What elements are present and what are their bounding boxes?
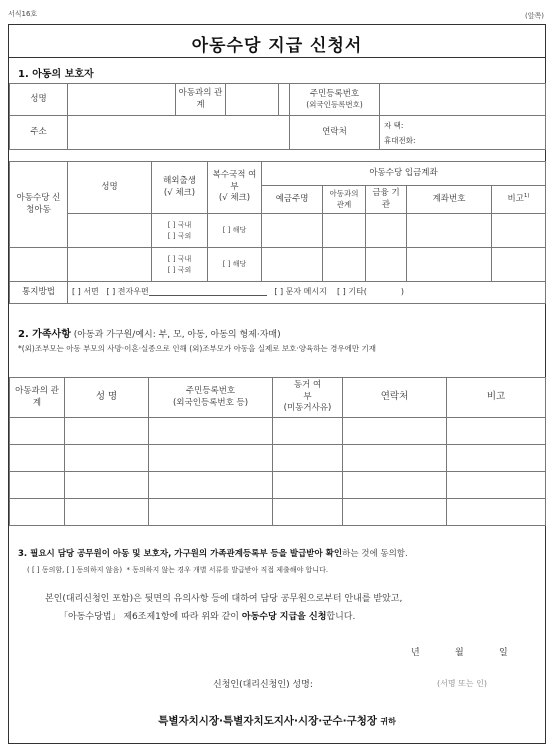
cell[interactable] [343, 445, 447, 472]
table-row [10, 472, 546, 499]
contact-field[interactable] [380, 116, 546, 150]
cell[interactable] [343, 418, 447, 445]
cell[interactable] [149, 445, 273, 472]
declaration-text: 「아동수당법」 제6조제1항에 따라 위와 같이 [59, 612, 242, 622]
holder-header: 예금주명 [262, 186, 323, 214]
cell[interactable] [273, 445, 343, 472]
date-year: 년 [411, 648, 420, 658]
agree-checkboxes[interactable]: ( [ ] 동의함, [ ] 동의하지 않음) [27, 566, 123, 574]
signature-field[interactable]: (서명 또는 인) [437, 679, 487, 688]
declaration-line-2 [59, 609, 355, 622]
cell[interactable] [10, 499, 65, 526]
child-1-account-field[interactable] [407, 214, 492, 248]
consent-text-end: 하는 것에 동의함. [342, 549, 408, 559]
guardian-name-label: 성명 [10, 84, 68, 116]
cell[interactable] [447, 472, 546, 499]
declaration-bold: 아동수당 지급을 신청 [241, 612, 327, 622]
agree-note: * 동의하지 않는 경우 개별 서류를 발급받아 직접 제출해야 합니다. [126, 566, 329, 574]
section-2-title: 2. 가족사항 [18, 329, 71, 340]
guardian-relation-label: 아동과의 관계 [176, 84, 226, 116]
child-2-overseas-check[interactable] [152, 248, 208, 282]
account-no-header: 계좌번호 [407, 186, 492, 214]
dual-header [208, 162, 262, 214]
cell[interactable] [65, 472, 149, 499]
table-row [10, 445, 546, 472]
col-living [273, 378, 343, 418]
col-rrn-sub-label: (외국인등록번호 등) [172, 397, 249, 408]
spacer-cell [279, 84, 290, 116]
cell[interactable] [65, 499, 149, 526]
guardian-relation-field[interactable] [226, 84, 279, 116]
consent-options [27, 565, 328, 575]
account-header: 아동수당 입금계좌 [262, 162, 546, 186]
child-table [9, 161, 546, 304]
consent-text-bold: 담당 공무원이 아동 및 보호자, 가구원의 가족관계등록부 등을 발급받아 확인 [57, 549, 343, 559]
guardian-rrn-label [290, 84, 380, 116]
table-row [10, 418, 546, 445]
child-1-bank-field[interactable] [366, 214, 407, 248]
section-3-number: 3. 필요시 [18, 549, 58, 559]
contact-label: 연락처 [290, 116, 380, 150]
section-2-heading [18, 325, 281, 340]
child-2-remark-field[interactable] [492, 248, 546, 282]
acc-relation-label: 아동과의 관계 [329, 189, 359, 209]
form-title: 아동수당 지급 신청서 [191, 36, 363, 56]
form-number: 서식16호 [8, 10, 38, 18]
cell[interactable] [343, 499, 447, 526]
col-contact: 연락처 [343, 378, 447, 418]
section-1-heading: 1. 아동의 보호자 [18, 69, 94, 80]
address-field[interactable] [68, 116, 290, 150]
declaration-end: 합니다. [326, 612, 356, 622]
dual-sub-label: (√ 체크) [218, 193, 251, 204]
cell[interactable] [149, 499, 273, 526]
rrn-sub-label: (외국인등록번호) [306, 100, 363, 110]
mobile-phone-label: 휴대전화: [384, 135, 416, 145]
overseas-header [152, 162, 208, 214]
guardian-name-field[interactable] [68, 84, 176, 116]
section-2-note: *(외)조부모는 아동 부모의 사망·이혼·실종으로 인해 (외)조부모가 아동을 실제로 보호·양육하는 경우에만 기재 [18, 344, 376, 353]
remark-label: 비고 [507, 194, 524, 205]
cell[interactable] [10, 445, 65, 472]
title-divider [9, 57, 545, 58]
remark-footnote: 1) [523, 193, 530, 200]
col-living-label: 동거 여부 [293, 380, 322, 402]
cell[interactable] [10, 472, 65, 499]
guardian-rrn-field[interactable] [380, 84, 546, 116]
cell[interactable] [447, 418, 546, 445]
child-2-bank-field[interactable] [366, 248, 407, 282]
addressee [9, 713, 545, 728]
overseas-sub-label: (√ 체크) [163, 187, 196, 198]
child-2-name-field[interactable] [68, 248, 152, 282]
cell[interactable] [65, 445, 149, 472]
cell[interactable] [273, 499, 343, 526]
guardian-table [9, 83, 546, 150]
child-1-overseas-check[interactable] [152, 214, 208, 248]
bank-label: 금융 기관 [372, 188, 400, 210]
abroad-option[interactable]: [ ] 국외 [167, 265, 192, 274]
col-name: 성 명 [65, 378, 149, 418]
cell[interactable] [149, 472, 273, 499]
child-2-holder-field[interactable] [262, 248, 323, 282]
table-row [10, 499, 546, 526]
notify-options [68, 282, 546, 304]
child-name-header: 성명 [68, 162, 152, 214]
notify-other-close: ) [400, 287, 405, 297]
child-2-account-field[interactable] [407, 248, 492, 282]
col-remark: 비고 [447, 378, 546, 418]
child-1-holder-field[interactable] [262, 214, 323, 248]
page-side-label: (앞쪽) [525, 12, 544, 20]
date-day: 일 [499, 648, 508, 658]
overseas-label: 해외출생 [163, 176, 196, 187]
cell[interactable] [10, 418, 65, 445]
family-table [9, 377, 546, 526]
dual-label: 복수국적 여부 [212, 170, 257, 192]
cell[interactable] [273, 418, 343, 445]
child-2-dual-check[interactable]: [ ] 해당 [208, 248, 262, 282]
addressee-title: 특별자치시장·특별자치도지사·시장·군수·구청장 [158, 715, 377, 727]
child-1-dual-check[interactable]: [ ] 해당 [208, 214, 262, 248]
notify-other-option[interactable]: [ ] 기타( [337, 287, 367, 297]
domestic-option[interactable]: [ ] 국내 [167, 221, 192, 229]
notify-label: 통지방법 [10, 282, 68, 304]
child-row-label-text: 아동수당 신청아동 [16, 193, 61, 215]
child-1-remark-field[interactable] [492, 214, 546, 248]
col-relation [10, 378, 65, 418]
date-month: 월 [455, 648, 464, 658]
home-phone-label: 자 택: [384, 120, 404, 130]
child-1-name-field[interactable] [68, 214, 152, 248]
declaration-line-1: 본인(대리신청인 포함)은 뒷면의 유의사항 등에 대하여 담당 공무원으로부터 안내를 받았고, [45, 594, 403, 604]
child-1-relation-field[interactable] [323, 214, 366, 248]
col-rrn-label: 주민등록번호 [185, 386, 236, 397]
acc-relation-header [323, 186, 366, 214]
addressee-suffix: 귀하 [380, 717, 396, 726]
remark-header [492, 186, 546, 214]
application-form [8, 24, 546, 744]
cell[interactable] [273, 472, 343, 499]
col-rrn [149, 378, 273, 418]
email-field[interactable] [149, 295, 267, 296]
notify-mail-option[interactable]: [ ] 서면 [72, 287, 99, 297]
cell[interactable] [65, 418, 149, 445]
cell[interactable] [447, 499, 546, 526]
child-label-continuation [10, 248, 68, 282]
abroad-option[interactable]: [ ] 국외 [167, 231, 192, 240]
child-2-relation-field[interactable] [323, 248, 366, 282]
domestic-option[interactable]: [ ] 국내 [167, 255, 192, 263]
notify-sms-option[interactable]: [ ] 문자 메시지 [274, 287, 327, 297]
section-3-consent [18, 547, 408, 559]
rrn-label: 주민등록번호 [309, 88, 360, 99]
cell[interactable] [447, 445, 546, 472]
section-2-subtitle: (아동과 가구원/예시: 부, 모, 아동, 아동의 형제·자매) [70, 330, 281, 340]
cell[interactable] [149, 418, 273, 445]
cell[interactable] [343, 472, 447, 499]
address-label: 주소 [10, 116, 68, 150]
col-relation-label: 아동과의 관계 [15, 386, 59, 408]
signer-label: 신청인(대리신청인) 성명: [213, 680, 313, 690]
col-living-sub-label: (미동거사유) [283, 403, 332, 414]
bank-header [366, 186, 407, 214]
child-row-label [10, 162, 68, 248]
notify-email-option[interactable]: [ ] 전자우편 [106, 287, 149, 297]
